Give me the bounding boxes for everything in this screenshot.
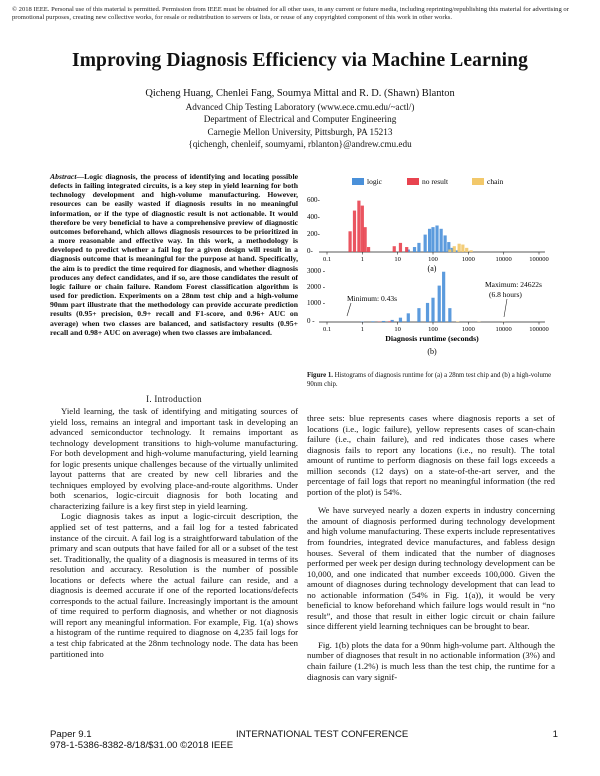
figure-legend xyxy=(352,177,503,186)
x-tick-label: 10 xyxy=(394,256,401,263)
panel-a-bars xyxy=(348,201,472,252)
x-tick-label: 1000 xyxy=(461,326,475,333)
abstract-lead: Abstract xyxy=(50,172,77,181)
histogram-bar-logic xyxy=(442,272,445,322)
abstract-text: —Logic diagnosis, the process of identifying and locating possible defects in failing integrated circuits, is a key step in yield learning for both technology development and high-volume manufacturing. However, resources can be easily wasted if diagnosis results in no meaningful information, or if the type of diagnostic result is not actionable. It would therefore be very beneficial to have a comprehensive preview of diagnostic outcomes beforehand, which allows diagnosis resources to be prioritized in a more reasonable and effective way. In this work, a methodology is developed to predict whether a fail log for a given design will result in a diagnosis outcome that is meaningful for the purpose at hand. Specifically, the aim is to predict the time required for diagnosis, and whether diagnosis produces any defect candidates, and if so, are those candidates the result of logic failure or chain failure. Random Forest classification algorithm is used for prediction. Experiments on a 28nm test chip and a high-volume 90nm part illustrate that the methodology can provide accurate prediction results (0.95+ precision, 0.9+ recall and F1-score, and 0.96+ AUC on average) when two classes are balanced, and satisfactory results (0.95+ recall and 0.98+ AUC on average) when two classes are imbalanced. xyxy=(50,172,298,337)
panel-b-xlabel: Diagnosis runtime (seconds) xyxy=(385,334,479,343)
histogram-bar-logic xyxy=(399,318,402,322)
panel-a-xticks xyxy=(323,252,549,263)
histogram-bar-logic xyxy=(435,225,438,252)
legend-label-no-result: no result xyxy=(422,177,449,186)
histogram-bar-logic xyxy=(424,235,427,252)
histogram-bar-no-result xyxy=(353,211,356,252)
x-tick-label: 0.1 xyxy=(322,326,332,333)
histogram-bar-logic xyxy=(440,229,443,252)
paragraph: Fig. 1(b) plots the data for a 90nm high-volume part. Although the number of diagnoses that result in no actionable information (3%) and chain failure (1.2%) is much less than the test chip, the runtime for a diagnosis can vary signif- xyxy=(307,639,555,682)
histogram-bar-logic xyxy=(444,235,447,252)
histogram-bar-logic xyxy=(426,303,429,322)
figure-caption-lead: Figure 1. xyxy=(307,372,333,379)
histogram-bar-logic xyxy=(417,308,420,322)
histogram-bar-no-result xyxy=(367,247,370,252)
abstract xyxy=(50,172,298,337)
footer-isbn: 978-1-5386-8382-8/18/$31.00 ©2018 IEEE xyxy=(50,740,234,751)
panel-a-label: (a) xyxy=(427,264,437,273)
panel-a-ytick: 0- xyxy=(307,247,313,255)
paper-title: Improving Diagnosis Efficiency via Machine Learning xyxy=(72,50,528,71)
histogram-bar-logic xyxy=(417,243,420,252)
x-tick-label: 1 xyxy=(360,256,364,263)
histogram-bar-no-result xyxy=(393,246,396,252)
annotation-maximum: Maximum: 24622s xyxy=(485,280,542,289)
histogram-bar-logic xyxy=(413,247,416,252)
x-tick-label: 10000 xyxy=(495,326,512,333)
histogram-bar-chain xyxy=(456,321,459,322)
legend-swatch-no-result xyxy=(407,178,419,185)
page-footer xyxy=(50,729,558,751)
section-heading: I. Introduction xyxy=(146,394,202,404)
footer-page-number: 1 xyxy=(552,729,558,740)
affiliation-block xyxy=(0,101,600,151)
footer-conference: INTERNATIONAL TEST CONFERENCE xyxy=(235,729,409,740)
histogram-bar-no-result xyxy=(357,201,360,252)
author-list: Qicheng Huang, Chenlei Fang, Soumya Mittal and R. D. (Shawn) Blanton xyxy=(145,88,455,99)
histogram-bar-logic xyxy=(448,308,451,322)
panel-b-xticks xyxy=(323,322,549,333)
affiliation-line: Department of Electrical and Computer Engineering xyxy=(203,114,397,125)
paragraph: Logic diagnosis takes as input a logic-circuit description, the applied set of test patterns, and a fail log for a tested fabricated instance of the circuit. A fail log is a straightforward tabulation of the primary and scan outputs that have failed for all or a subset of the test set. Traditionally, the quality of a diagnosis is measured in terms of its resolution and accuracy. Resolution is the number of possible locations or defects where the actual failure can reside, and a diagnosis is deemed accurate if one of the reported locations/defects corresponds to the actual failure. Increasingly important is the amount of time required to perform diagnosis, and whether or not diagnosis will report any meaningful information. For example, Fig. 1(a) shows a histogram of the runtime required to diagnose on 4,235 fail logs for a test chip fabricated at the 28nm technology node. The data has been partitioned into xyxy=(50,511,298,659)
panel-b-ytick: 2000 - xyxy=(307,283,326,291)
figure-caption-text: Histograms of diagnosis runtime for (a) a 28nm test chip and (b) a high-volume 90nm chip. xyxy=(307,372,552,388)
affiliation-line: Carnegie Mellon University, Pittsburgh, PA 15213 xyxy=(207,126,393,137)
copyright-notice: © 2018 IEEE. Personal use of this material is permitted. Permission from IEEE must be obtained for all other uses, in any current or future media, including reprinting/republishing this material for advertising or promotional purposes, creating new collective works, for resale or redistribution to servers or lists, or reuse of any copyrighted component of this work in other works. xyxy=(12,6,569,22)
annotation-minimum: Minimum: 0.43s xyxy=(347,294,398,303)
histogram-bar-logic xyxy=(431,298,434,322)
left-column-body xyxy=(50,406,298,659)
histogram-bar-no-result xyxy=(399,243,402,252)
histogram-bar-logic xyxy=(438,286,441,322)
footer-paper-number: Paper 9.1 xyxy=(50,729,92,740)
legend-swatch-chain xyxy=(472,178,484,185)
histogram-bar-logic xyxy=(382,321,385,322)
x-tick-label: 100 xyxy=(428,256,438,263)
histogram-bar-chain xyxy=(465,248,468,252)
legend-label-logic: logic xyxy=(367,177,382,186)
x-tick-label: 1 xyxy=(360,326,364,333)
panel-b-label: (b) xyxy=(427,347,437,356)
panel-b-ytick: 1000 - xyxy=(307,299,326,307)
x-tick-label: 100 xyxy=(428,326,438,333)
histogram-bar-logic xyxy=(371,321,374,322)
panel-b xyxy=(307,267,549,356)
paragraph: We have surveyed nearly a dozen experts in industry concerning the amount of diagnosis performed during technology development and high volume manufacturing. These experts include representatives from foundries, integrated device manufactures, and fabless design houses. Several of them indicated that the number of diagnoses performed per week per design during technology development can be 10,000, and one indicated that number exceeds 100,000. Given the amount of diagnoses during technology development that can lead to no actionable information (54% in Fig. 1(a)), it would be very beneficial to know beforehand which failure logs would result in “no result”, and those that result in either logic circuit or chain failure since different yield learning techniques can be brought to bear. xyxy=(307,505,555,632)
legend-label-chain: chain xyxy=(487,177,504,186)
annotation-maximum-arrow xyxy=(504,299,507,317)
x-tick-label: 0.1 xyxy=(322,256,332,263)
x-tick-label: 10000 xyxy=(495,256,512,263)
histogram-bar-no-result xyxy=(348,231,351,252)
panel-a-ytick: 400- xyxy=(307,213,320,221)
histogram-bar-chain xyxy=(470,250,473,252)
x-tick-label: 100000 xyxy=(529,326,549,333)
histogram-bar-no-result xyxy=(361,206,364,252)
histogram-bar-logic xyxy=(428,229,431,252)
affiliation-line: Advanced Chip Testing Laboratory (www.ece.cmu.edu/~actl/) xyxy=(185,102,415,112)
histogram-bar-chain xyxy=(461,245,464,252)
histogram-bar-no-result xyxy=(364,227,367,252)
paragraph: Yield learning, the task of identifying and mitigating sources of yield loss, remains an integral and important task in developing an advanced semiconductor technology. It remains important as technology development transitions to high-volume manufacturing. For both development and high-volume manufacturing, yield learning for logic presents unique challenges because of the virtually unlimited layout patterns that are created by new cell libraries and the techniques employed by evolving place-and-route algorithms. Under both scenarios, logic-circuit diagnosis for both locating and characterizing failure is a key first step in yield learning. xyxy=(50,406,298,511)
panel-b-ytick: 0 - xyxy=(307,317,315,325)
paragraph: three sets: blue represents cases where diagnosis reports a set of locations (i.e., logic failure), yellow represents cases of scan-chain failure (i.e., chain failure), and red indicates those cases where diagnosis fails to report any locations (i.e., no result). The total amount of runtime to perform diagnosis on these fail logs exceeds a million seconds (12 days) on a state-of-the-art server, and the percentage of fail logs that report no meaningful information (the red portion of the plot) is 54%. xyxy=(307,413,555,497)
histogram-bar-logic xyxy=(407,313,410,322)
x-tick-label: 10 xyxy=(394,326,401,333)
x-tick-label: 1000 xyxy=(461,256,475,263)
right-column-body xyxy=(307,413,555,690)
annotation-maximum-hours: (6.8 hours) xyxy=(489,290,522,299)
panel-a-ytick: 600- xyxy=(307,196,320,204)
panel-a xyxy=(307,196,549,273)
annotation-minimum-arrow xyxy=(347,303,351,316)
histogram-bar-chain xyxy=(453,246,456,252)
histogram-bar-chain xyxy=(448,250,451,252)
histogram-bar-chain xyxy=(458,244,461,252)
histogram-bar-no-result xyxy=(405,247,408,252)
panel-a-ytick: 200- xyxy=(307,230,320,238)
legend-swatch-logic xyxy=(352,178,364,185)
affiliation-line: {qichengh, chenleif, soumyami, rblanton}@andrew.cmu.edu xyxy=(188,139,412,150)
figure-caption xyxy=(307,372,555,389)
x-tick-label: 100000 xyxy=(529,256,549,263)
histogram-bar-no-result xyxy=(388,321,391,322)
histogram-bar-logic xyxy=(431,227,434,252)
panel-b-ytick: 3000 - xyxy=(307,267,326,275)
